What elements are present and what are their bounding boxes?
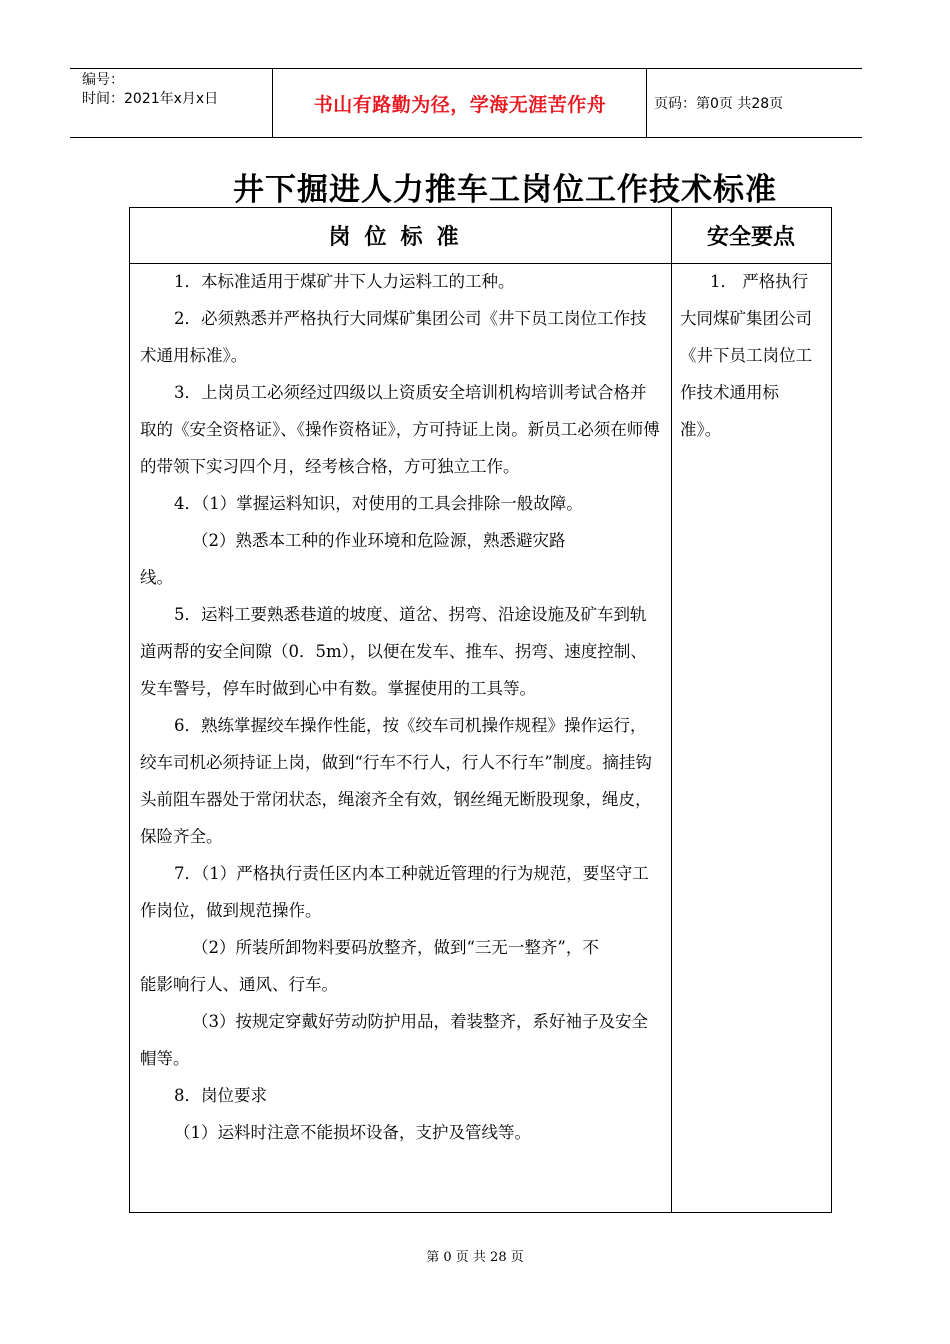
document-time-label: 时间：2021年x月x日 (82, 91, 219, 107)
standard-paragraph: 7．（1）严格执行责任区内本工种就近管理的行为规范，要坚守工作岗位，做到规范操作。 (140, 864, 649, 920)
header-page-number: 页码：第0页 共28页 (654, 96, 784, 112)
table-header-row (130, 208, 831, 264)
header-motto: 书山有路勤为径，学海无涯苦作舟 (313, 93, 607, 116)
standard-paragraph: （3）按规定穿戴好劳动防护用品，着装整齐，系好袖子及安全帽等。 (140, 1012, 648, 1068)
header-divider (272, 69, 273, 137)
standard-paragraph: 2．必须熟悉并严格执行大同煤矿集团公司《井下员工岗位工作技术通用标准》。 (140, 309, 647, 365)
column-header-standard: 岗位标准 (328, 225, 473, 250)
column-divider (671, 208, 672, 1212)
document-number-label: 编号： (82, 72, 124, 88)
column-header-safety: 安全要点 (706, 225, 795, 250)
page-header (70, 68, 862, 138)
standard-paragraph: 4．（1）掌握运料知识，对使用的工具会排除一般故障。 (174, 494, 583, 513)
document-title: 井下掘进人力推车工岗位工作技术标准 (233, 172, 777, 208)
standard-paragraph: （1）运料时注意不能损坏设备，支护及管线等。 (174, 1123, 531, 1142)
standard-paragraph: （2）熟悉本工种的作业环境和危险源，熟悉避灾路线。 (140, 531, 566, 587)
standard-paragraph: 5．运料工要熟悉巷道的坡度、道岔、拐弯、沿途设施及矿车到轨道两帮的安全间隙（0．5m），以便在发车、推车、拐弯、速度控制、发车警号，停车时做到心中有数。掌握使用的工具等。 (140, 605, 647, 698)
standard-paragraph: 3．上岗员工必须经过四级以上资质安全培训机构培训考试合格并取的《安全资格证》、《操作资格证》，方可持证上岗。新员工必须在师傅的带领下实习四个月，经考核合格，方可独立工作。 (140, 383, 660, 476)
standard-paragraph: 8．岗位要求 (174, 1086, 267, 1105)
standard-table (129, 207, 832, 1213)
header-meta (82, 71, 272, 109)
standard-paragraph: 6．熟练掌握绞车操作性能，按《绞车司机操作规程》操作运行，绞车司机必须持证上岗，做到“行车不行人，行人不行车”制度。摘挂钩头前阻车器处于常闭状态，绳滚齐全有效，钢丝绳无断股现象，绳皮，保险齐全。 (140, 716, 652, 846)
standard-paragraph: 1．本标准适用于煤矿井下人力运料工的工种。 (174, 272, 515, 291)
standard-content (140, 263, 660, 1151)
standard-paragraph: （2）所装所卸物料要码放整齐，做到“三无一整齐”，不能影响行人、通风、行车。 (140, 938, 599, 994)
page-footer: 第 0 页 共 28 页 (426, 1250, 524, 1265)
safety-point-content: 1． 严格执行大同煤矿集团公司《井下员工岗位工作技术通用标准》。 (680, 272, 812, 439)
header-divider (646, 69, 647, 137)
